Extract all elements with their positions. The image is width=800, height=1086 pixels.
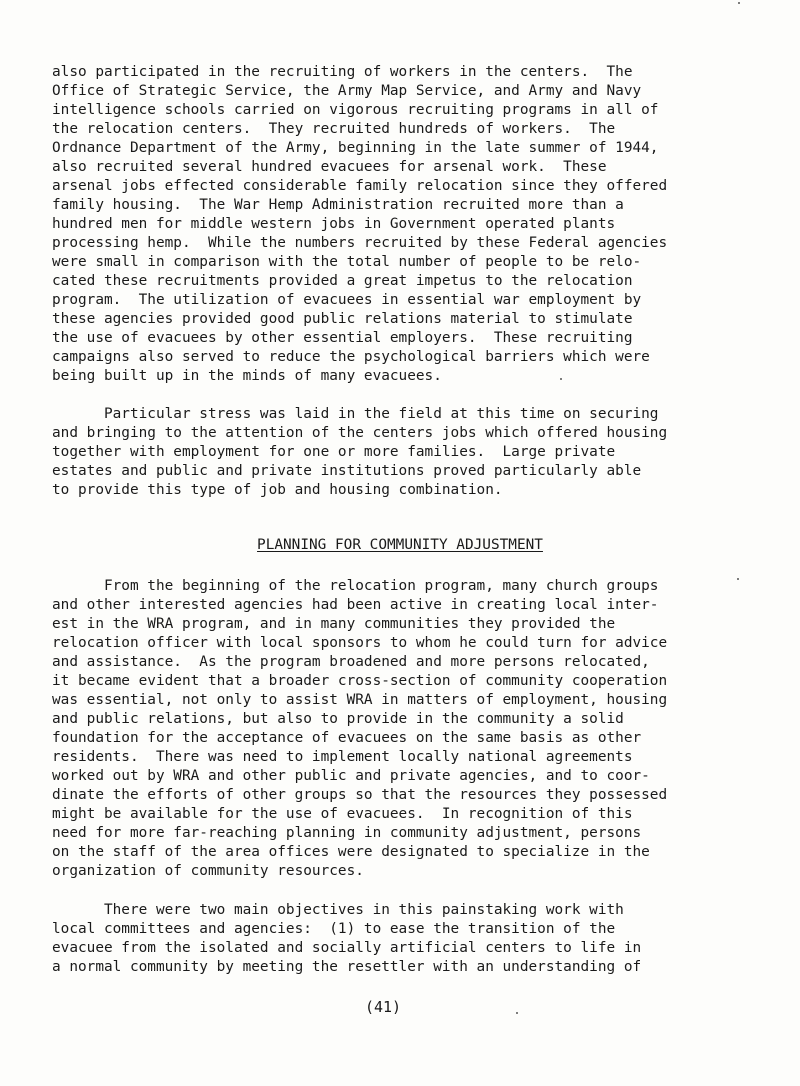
text-line: dinate the efforts of other groups so that the resources they possessed <box>52 787 668 803</box>
text-line: to provide this type of job and housing combination. <box>52 482 503 498</box>
text-line: organization of community resources. <box>52 863 364 879</box>
text-line: est in the WRA program, and in many communities they provided the <box>52 616 616 632</box>
text-line: intelligence schools carried on vigorous recruiting programs in all of <box>52 102 659 118</box>
text-line: and assistance. As the program broadened and more persons relocated, <box>52 654 650 670</box>
text-line: foundation for the acceptance of evacuees on the same basis as other <box>52 730 642 746</box>
text-line: the use of evacuees by other essential employers. These recruiting <box>52 330 633 346</box>
text-line: There were two main objectives in this painstaking work with <box>52 902 624 918</box>
text-line: Office of Strategic Service, the Army Map Service, and Army and Navy <box>52 83 642 99</box>
text-line: might be available for the use of evacuees. In recognition of this <box>52 806 633 822</box>
text-line: worked out by WRA and other public and private agencies, and to coor- <box>52 768 650 784</box>
text-line: From the beginning of the relocation program, many church groups <box>52 578 659 594</box>
text-line: residents. There was need to implement locally national agreements <box>52 749 633 765</box>
text-line: Ordnance Department of the Army, beginning in the late summer of 1944, <box>52 140 659 156</box>
text-line: cated these recruitments provided a great impetus to the relocation <box>52 273 633 289</box>
text-line: estates and public and private institutions proved particularly able <box>52 463 642 479</box>
text-line: a normal community by meeting the resettler with an understanding of <box>52 959 642 975</box>
text-line: hundred men for middle western jobs in Government operated plants <box>52 216 616 232</box>
text-line: evacuee from the isolated and socially artificial centers to life in <box>52 940 642 956</box>
scan-speck <box>516 1012 518 1014</box>
text-line: was essential, not only to assist WRA in matters of employment, housing <box>52 692 668 708</box>
paragraph-1 <box>52 63 732 386</box>
text-line: local committees and agencies: (1) to ease the transition of the <box>52 921 616 937</box>
scan-speck <box>738 2 740 4</box>
text-line: also recruited several hundred evacuees for arsenal work. These <box>52 159 607 175</box>
text-line: were small in comparison with the total number of people to be relo- <box>52 254 642 270</box>
page-number: (41) <box>364 998 402 1016</box>
text-line: Particular stress was laid in the field at this time on securing <box>52 406 659 422</box>
text-line: and other interested agencies had been active in creating local inter- <box>52 597 659 613</box>
text-line: need for more far-reaching planning in community adjustment, persons <box>52 825 642 841</box>
text-line: family housing. The War Hemp Administration recruited more than a <box>52 197 624 213</box>
text-line: campaigns also served to reduce the psychological barriers which were <box>52 349 650 365</box>
scan-speck <box>737 578 739 580</box>
text-line: relocation officer with local sponsors to whom he could turn for advice <box>52 635 668 651</box>
text-line: on the staff of the area offices were designated to specialize in the <box>52 844 650 860</box>
text-line: program. The utilization of evacuees in essential war employment by <box>52 292 642 308</box>
text-line: the relocation centers. They recruited hundreds of workers. The <box>52 121 616 137</box>
paragraph-4 <box>52 901 732 977</box>
text-line: being built up in the minds of many evacuees. <box>52 368 442 384</box>
text-line: and public relations, but also to provide in the community a solid <box>52 711 624 727</box>
scan-speck <box>560 378 562 380</box>
text-line: processing hemp. While the numbers recruited by these Federal agencies <box>52 235 668 251</box>
text-line: arsenal jobs effected considerable family relocation since they offered <box>52 178 668 194</box>
paragraph-2 <box>52 405 732 500</box>
text-line: together with employment for one or more families. Large private <box>52 444 616 460</box>
text-line: and bringing to the attention of the centers jobs which offered housing <box>52 425 668 441</box>
paragraph-3 <box>52 577 732 881</box>
text-line: also participated in the recruiting of workers in the centers. The <box>52 64 633 80</box>
text-line: it became evident that a broader cross-section of community cooperation <box>52 673 668 689</box>
section-heading <box>0 536 800 555</box>
text-line: these agencies provided good public relations material to stimulate <box>52 311 633 327</box>
section-heading-text: PLANNING FOR COMMUNITY ADJUSTMENT <box>257 537 543 553</box>
